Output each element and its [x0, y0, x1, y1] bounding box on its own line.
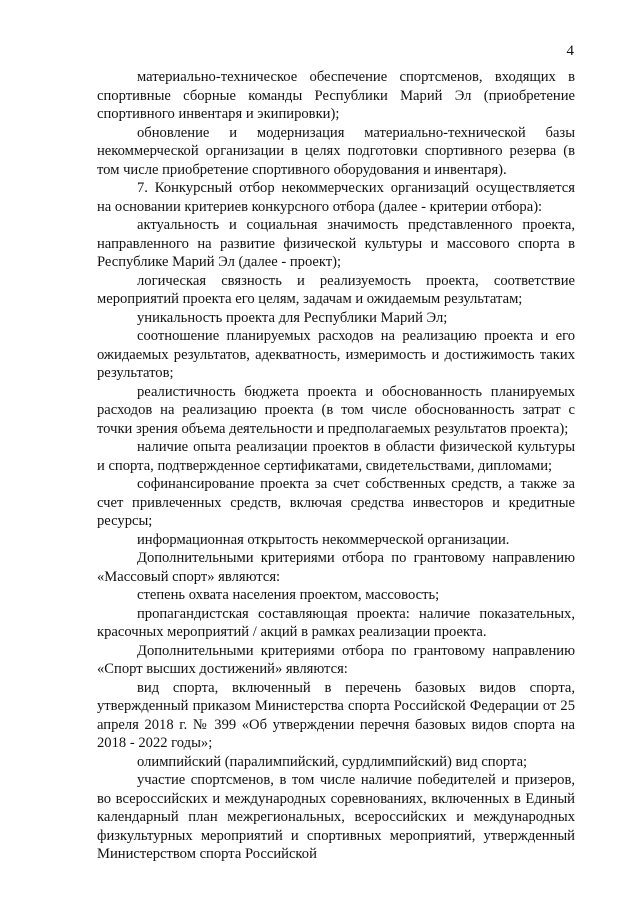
- paragraph: участие спортсменов, в том числе наличие победителей и призеров, во всероссийских и международных соревнованиях, включенных в Единый календарный план межрегиональных, всероссийских и международных физкультурных мероприятий и спортивных мероприятий, утвержденный Министерством спорта Российской: [97, 772, 575, 862]
- paragraph: обновление и модернизация материально-технической базы некоммерческой организации в целях подготовки спортивного резерва (в том числе приобретение спортивного оборудования и инвентаря).: [97, 124, 575, 178]
- paragraph: софинансирование проекта за счет собственных средств, а также за счет привлеченных средств, включая средства инвесторов и кредитные ресурсы;: [97, 476, 575, 529]
- paragraph: 7. Конкурсный отбор некоммерческих организаций осуществляется на основании критериев конкурсного отбора (далее - критерии отбора):: [97, 180, 575, 215]
- paragraph: соотношение планируемых расходов на реализацию проекта и его ожидаемых результатов, адекватность, измеримость и достижимость таких результатов;: [97, 328, 575, 381]
- document-body: [97, 68, 575, 864]
- paragraph: уникальность проекта для Республики Марий Эл;: [137, 309, 448, 326]
- paragraph: материально-техническое обеспечение спортсменов, входящих в спортивные сборные команды Республики Марий Эл (приобретение спортивного инвентаря и экипировки);: [97, 69, 575, 122]
- paragraph: актуальность и социальная значимость представленного проекта, направленного на развитие физической культуры и массового спорта в Республике Марий Эл (далее - проект);: [97, 217, 575, 270]
- paragraph: информационная открытость некоммерческой организации.: [137, 531, 510, 548]
- paragraph: вид спорта, включенный в перечень базовых видов спорта, утвержденный приказом Министерства спорта Российской Федерации от 25 апреля 2018 г. № 399 «Об утверждении перечня базовых видов спорта на 2018 - 2022 годы»;: [97, 679, 575, 751]
- paragraph: реалистичность бюджета проекта и обоснованность планируемых расходов на реализацию проекта (в том числе обоснованность затрат с точки зрения объема деятельности и предполагаемых результатов проекта);: [97, 383, 575, 437]
- paragraph: пропагандистская составляющая проекта: наличие показательных, красочных мероприятий / акций в рамках реализации проекта.: [97, 605, 575, 640]
- paragraph: степень охвата населения проектом, массовость;: [137, 587, 440, 603]
- paragraph: наличие опыта реализации проектов в области физической культуры и спорта, подтвержденное сертификатами, свидетельствами, дипломами;: [97, 439, 575, 474]
- paragraph: Дополнительными критериями отбора по грантовому направлению «Массовый спорт» являются:: [97, 550, 575, 585]
- paragraph: олимпийский (паралимпийский, сурдлимпийский) вид спорта;: [137, 753, 528, 770]
- page-number: 4: [566, 43, 574, 59]
- paragraph: Дополнительными критериями отбора по грантовому направлению «Спорт высших достижений» являются:: [97, 642, 575, 677]
- paragraph: логическая связность и реализуемость проекта, соответствие мероприятий проекта его целям, задачам и ожидаемым результатам;: [97, 272, 575, 307]
